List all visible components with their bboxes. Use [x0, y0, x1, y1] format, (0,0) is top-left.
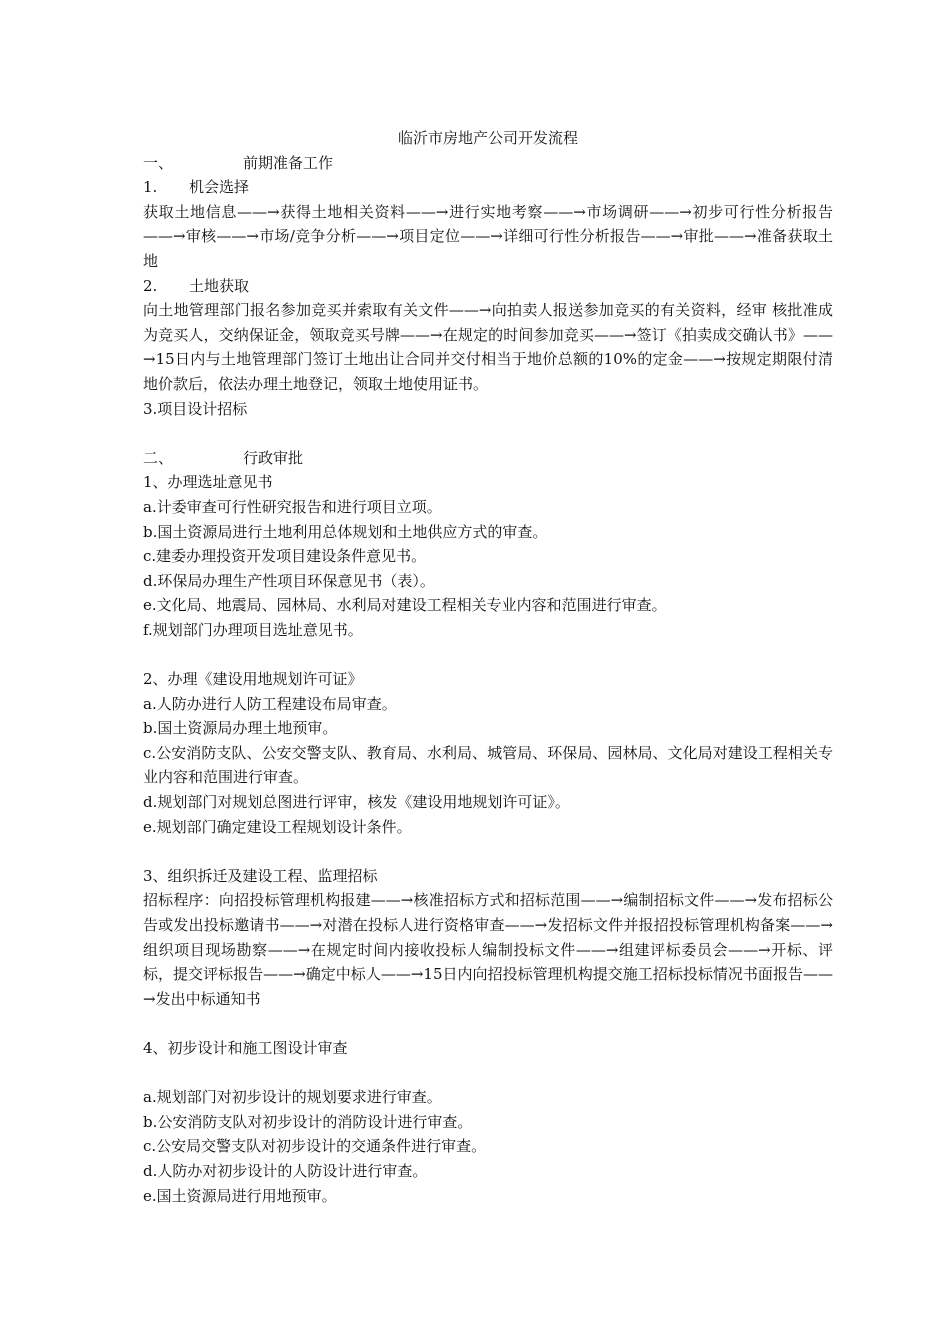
sub1-paragraph: 获取土地信息——→获得土地相关资料——→进行实地考察——→市场调研——→初步可行性分析报告——→审核——→市场/竞争分析——→项目定位——→详细可行性分析报告——→审批——→准备获取土地 [143, 202, 833, 270]
document-page [143, 126, 833, 1208]
list-item: b.公安消防支队对初步设计的消防设计进行审查。 [143, 1112, 473, 1131]
sub1-heading [143, 175, 833, 200]
list-item: c.公安局交警支队对初步设计的交通条件进行审查。 [143, 1137, 487, 1156]
sub1-title: 机会选择 [189, 178, 250, 197]
part3-heading: 3、组织拆迁及建设工程、监理招标 [143, 866, 378, 885]
list-item: c.建委办理投资开发项目建设条件意见书。 [143, 547, 427, 566]
list-item: f.规划部门办理项目选址意见书。 [143, 620, 363, 639]
spacer [143, 1061, 833, 1086]
list-item: d.环保局办理生产性项目环保意见书（表）。 [143, 571, 435, 590]
sub2-heading [143, 274, 833, 299]
list-item: b.国土资源局进行土地利用总体规划和土地供应方式的审查。 [143, 522, 548, 541]
spacer [143, 642, 833, 667]
list-item: e.规划部门确定建设工程规划设计条件。 [143, 817, 412, 836]
list-item: d.人防办对初步设计的人防设计进行审查。 [143, 1161, 428, 1180]
sub3-heading: 3.项目设计招标 [143, 399, 248, 418]
list-item: a.计委审查可行性研究报告和进行项目立项。 [143, 497, 442, 516]
section2-heading [143, 446, 833, 471]
spacer [143, 839, 833, 864]
section2-title: 行政审批 [243, 448, 304, 467]
section1-number: 一、 [143, 153, 174, 172]
part2-heading: 2、办理《建设用地规划许可证》 [143, 670, 363, 689]
part4-heading: 4、初步设计和施工图设计审查 [143, 1038, 348, 1057]
list-item: e.国土资源局进行用地预审。 [143, 1186, 337, 1205]
spacer [143, 421, 833, 446]
sub2-title: 土地获取 [189, 276, 250, 295]
sub1-number: 1. [143, 178, 158, 197]
part3-paragraph: 招标程序：向招投标管理机构报建——→核准招标方式和招标范围——→编制招标文件——→发布招标公告或发出投标邀请书——→对潜在投标人进行资格审查——→发招标文件并报招投标管理机构备案——→组织项目现场勘察——→在规定时间内接收投标人编制投标文件——→组建评标委员会——→开标、评标，提交评标报告——→确定中标人——→15日内向招投标管理机构提交施工招标投标情况书面报告——→发出中标通知书 [143, 891, 833, 1008]
section2-number: 二、 [143, 448, 174, 467]
list-item: e.文化局、地震局、园林局、水利局对建设工程相关专业内容和范围进行审查。 [143, 596, 667, 615]
section1-title: 前期准备工作 [243, 153, 334, 172]
document-title: 临沂市房地产公司开发流程 [397, 129, 578, 147]
list-item: b.国土资源局办理土地预审。 [143, 719, 338, 738]
list-item: a.规划部门对初步设计的规划要求进行审查。 [143, 1088, 442, 1107]
list-item: a.人防办进行人防工程建设布局审查。 [143, 694, 397, 713]
list-item: d.规划部门对规划总图进行评审，核发《建设用地规划许可证》。 [143, 793, 570, 812]
section1-heading [143, 151, 833, 176]
sub2-paragraph: 向土地管理部门报名参加竞买并索取有关文件——→向拍卖人报送参加竞买的有关资料，经审 核批准成为竞买人，交纳保证金，领取竞买号牌——→在规定的时间参加竞买——→签订《拍卖成交确认书》——→15日内与土地管理部门签订土地出让合同并交付相当于地价总额的10%的定金——→按规定期限付清地价款后，依法办理土地登记，领取土地使用证书。 [143, 301, 833, 393]
list-item: c.公安消防支队、公安交警支队、教育局、水利局、城管局、环保局、园林局、文化局对建设工程相关专业内容和范围进行审查。 [143, 743, 833, 787]
part1-heading: 1、办理选址意见书 [143, 473, 273, 492]
sub2-number: 2. [143, 276, 158, 295]
spacer [143, 1011, 833, 1036]
